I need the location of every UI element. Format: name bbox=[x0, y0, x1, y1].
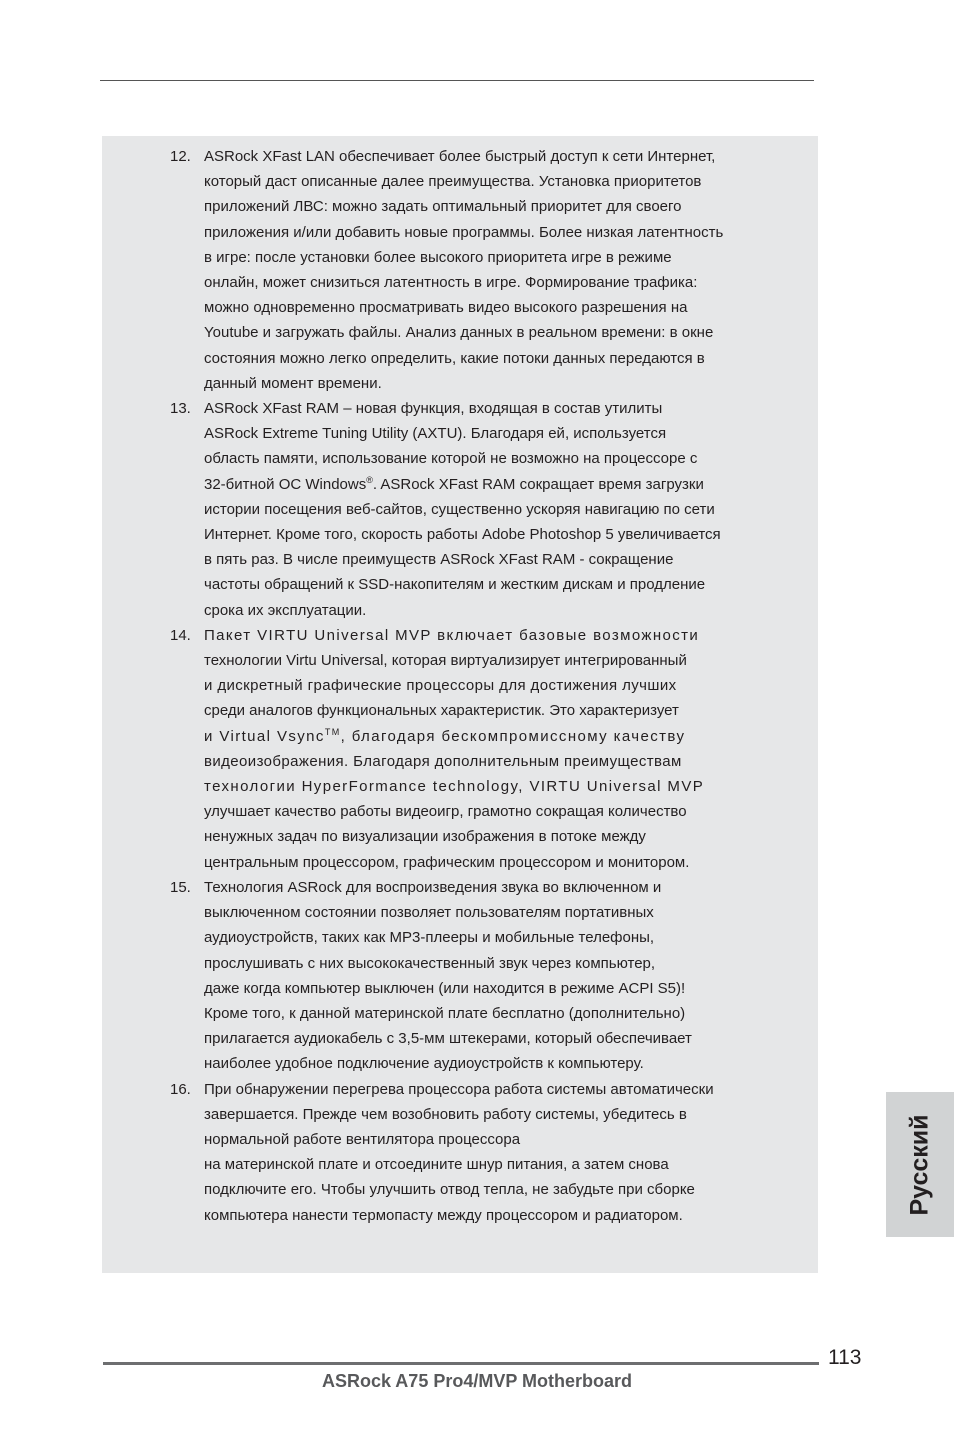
text-line: приложений ЛВС: можно задать оптимальный приоритет для своего bbox=[204, 198, 682, 216]
text-line: онлайн, может снизиться латентность в игре. Формирование трафика: bbox=[204, 274, 698, 292]
text-line: Пакет VIRTU Universal MVP включает базовые возможности bbox=[204, 626, 700, 644]
item-text bbox=[204, 875, 788, 1077]
bottom-rule bbox=[103, 1362, 819, 1365]
text-line: наиболее удобное подключение аудиоустройств к компьютеру. bbox=[204, 1055, 644, 1073]
text-line: подключите его. Чтобы улучшить отвод тепла, не забудьте при сборке bbox=[204, 1181, 695, 1199]
page-number: 113 bbox=[828, 1346, 862, 1369]
text-segment: . ASRock XFast RAM сокращает время загрузки bbox=[372, 475, 704, 493]
text-line: ASRock XFast RAM – новая функция, входящая в состав утилиты bbox=[204, 400, 663, 418]
text-line: который даст описанные далее преимущества. Установка приоритетов bbox=[204, 173, 702, 191]
item-text bbox=[204, 1077, 788, 1228]
item-text bbox=[204, 396, 788, 623]
feature-list bbox=[102, 144, 818, 1228]
language-tab-label: Русский bbox=[905, 1113, 934, 1216]
text-line: При обнаружении перегрева процессора работа системы автоматически bbox=[204, 1080, 714, 1098]
text-line: истории посещения веб-сайтов, существенно ускоряя навигацию по сети bbox=[204, 500, 715, 518]
text-line: ненужных задач по визуализации изображения в потоке между bbox=[204, 828, 646, 846]
language-tab bbox=[886, 1092, 954, 1237]
text-line: выключенном состоянии позволяет пользователям портативных bbox=[204, 904, 654, 922]
text-line: компьютера нанести термопасту между процессором и радиатором. bbox=[204, 1206, 683, 1224]
text-line: Интернет. Кроме того, скорость работы Adobe Photoshop 5 увеличивается bbox=[204, 526, 721, 544]
text-line: видеоизображения. Благодаря дополнительным преимуществам bbox=[204, 752, 682, 770]
text-line: Технология ASRock для воспроизведения звука во включенном и bbox=[204, 878, 662, 896]
text-line: нормальной работе вентилятора процессора bbox=[204, 1130, 521, 1148]
text-line: можно одновременно просматривать видео высокого разрешения на bbox=[204, 299, 688, 317]
text-segment: , благодаря бескомпромиссному качеству bbox=[340, 727, 686, 745]
item-number: 16. bbox=[170, 1080, 191, 1098]
text-line: технологии Virtu Universal, которая виртуализирует интегрированный bbox=[204, 652, 687, 670]
text-line: и дискретный графические процессоры для достижения лучших bbox=[204, 677, 677, 695]
list-item bbox=[102, 144, 818, 396]
item-number: 12. bbox=[170, 148, 191, 165]
item-number: 15. bbox=[170, 878, 191, 896]
registered-mark: ® bbox=[366, 474, 373, 485]
text-line bbox=[204, 472, 788, 497]
content-box bbox=[102, 136, 818, 1273]
text-line bbox=[204, 724, 788, 749]
text-line: срока их эксплуатации. bbox=[204, 601, 367, 619]
text-line: приложения и/или добавить новые программы. Более низкая латентность bbox=[204, 223, 724, 241]
text-line: завершается. Прежде чем возобновить работу системы, убедитесь в bbox=[204, 1105, 687, 1123]
text-line: прилагается аудиокабель с 3,5-мм штекерами, который обеспечивает bbox=[204, 1030, 692, 1048]
item-text bbox=[204, 623, 788, 875]
item-number: 14. bbox=[170, 626, 191, 644]
top-rule bbox=[100, 80, 814, 81]
text-segment: 32-битной ОС Windows bbox=[204, 475, 367, 493]
text-line: ASRock XFast LAN обеспечивает более быстрый доступ к сети Интернет, bbox=[204, 148, 716, 165]
text-line: область памяти, использование которой не возможно на процессоре с bbox=[204, 450, 698, 468]
text-line: Youtube и загружать файлы. Анализ данных в реальном времени: в окне bbox=[204, 324, 714, 342]
text-line: в игре: после установки более высокого приоритета игре в режиме bbox=[204, 248, 672, 266]
text-line: данный момент времени. bbox=[204, 374, 382, 392]
list-item bbox=[102, 396, 818, 623]
text-line: среди аналогов функциональных характеристик. Это характеризует bbox=[204, 702, 679, 720]
text-line: аудиоустройств, таких как MP3-плееры и мобильные телефоны, bbox=[204, 929, 655, 947]
trademark-mark: TM bbox=[324, 726, 341, 737]
text-line: состояния можно легко определить, какие потоки данных передаются в bbox=[204, 349, 705, 367]
text-line: технологии HyperFormance technology, VIRTU Universal MVP bbox=[204, 778, 705, 796]
text-line: на материнской плате и отсоедините шнур питания, а затем снова bbox=[204, 1156, 669, 1174]
list-item bbox=[102, 875, 818, 1077]
text-line: центральным процессором, графическим процессором и монитором. bbox=[204, 853, 690, 871]
text-line: прослушивать с них высококачественный звук через компьютер, bbox=[204, 954, 656, 972]
text-segment: и Virtual Vsync bbox=[204, 727, 325, 745]
text-line: частоты обращений к SSD-накопителям и жестким дискам и продление bbox=[204, 576, 706, 594]
footer-title: ASRock A75 Pro4/MVP Motherboard bbox=[321, 1371, 633, 1391]
text-line: даже когда компьютер выключен (или находится в режиме ACPI S5)! bbox=[204, 979, 686, 997]
item-number: 13. bbox=[170, 400, 191, 418]
item-text bbox=[204, 144, 788, 396]
text-line: ASRock Extreme Tuning Utility (AXTU). Благодаря ей, используется bbox=[204, 425, 667, 443]
text-line: Кроме того, к данной материнской плате бесплатно (дополнительно) bbox=[204, 1004, 686, 1022]
list-item bbox=[102, 1077, 818, 1228]
list-item bbox=[102, 623, 818, 875]
text-line: улучшает качество работы видеоигр, грамотно сокращая количество bbox=[204, 803, 687, 821]
text-line: в пять раз. В числе преимуществ ASRock XFast RAM - сокращение bbox=[204, 551, 674, 569]
